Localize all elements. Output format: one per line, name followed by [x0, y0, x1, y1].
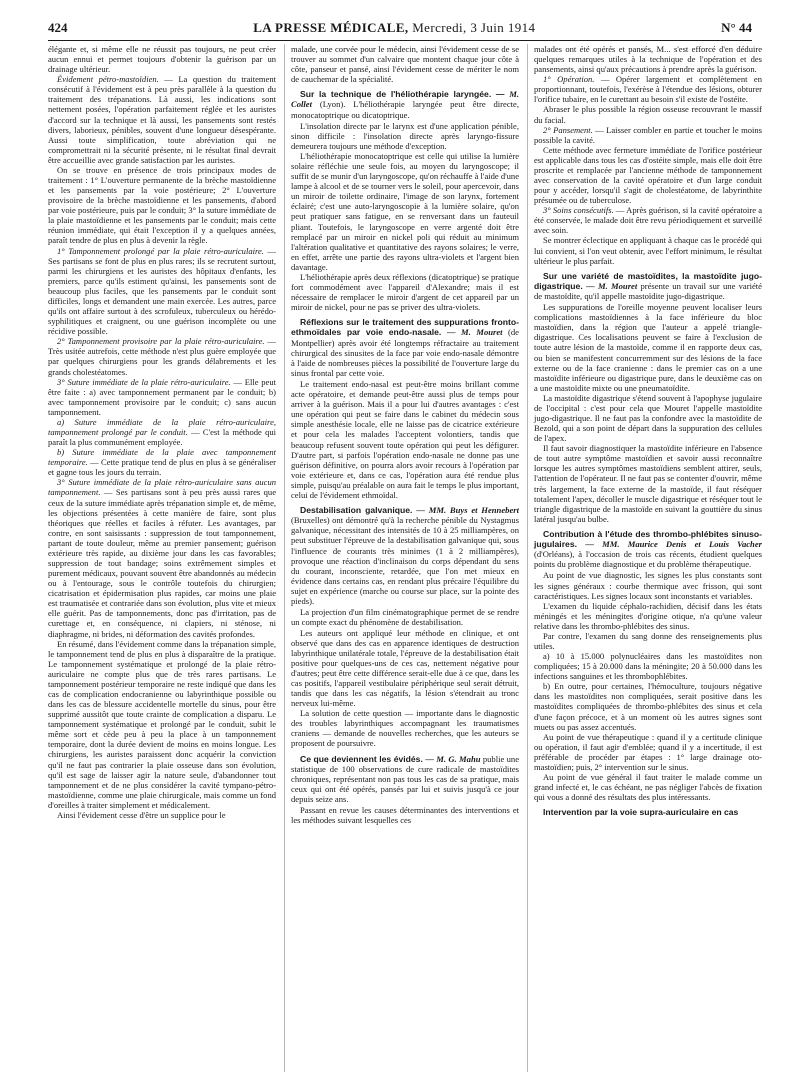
paragraph: [48, 246, 276, 337]
paragraph-body: — Après guérison, si la cavité opératoire a été conservée, le malade doit être revu périodiquement et surveillé avec soin.: [534, 205, 762, 236]
paragraph-body: — Ses partisans se font de plus en plus rares; ils se recrutent surtout, parmi les chirurgiens et les auristes des hôpitaux d'enfants, les premiers, parce qu'ils estiment qu'ainsi, les pansements sont de beaucoup plus faciles, que les pansements par le conduit sont difficiles, longs et demandent une main exercée. Les autres, parce qu'ils ont affaire surtout à des scrofuleux, tuberculeux ou hérédo-syphilitiques et craignent, ou une guérison incomplète ou une récidive possible.: [48, 245, 276, 337]
article-columns: [48, 44, 762, 1072]
paragraph: En résumé, dans l'évidement comme dans la trépanation simple, le tamponnement tend de plus en plus à disparaître de la pratique. Le tamponnement systématique et prolongé de la plaie rétro-auriculaire ne compte plus que de très rares partisans. Le tamponnement postérieur temporaire ne reste indiqué que dans les cas de complication endocranienne ou labyrinthique possible ou dans les cas de blessure accidentelle mortelle du sinus, pour être supprimé aussitôt que toute crainte de complication a disparu. Le tamponnement systématique et prolongé par le conduit, subit le même sort et cède peu à peu la place à un tamponnement temporaire, dont la durée devient de moins en moins longue. Les chirurgiens, les auristes paraissent donc acquérir la conviction qu'il ne faut pas contrarier la plaie osseuse dans son évolution, qu'il est sage de laisser agir la nature seule, d'abandonner tout tamponnement et de ne plus considérer la cavité tympano-pétro-mastoïdienne, comme une plaie chirurgicale, mais comme un fond d'oreilles à traiter simplement et médicalement.: [48, 638, 276, 810]
section-heading: [534, 271, 762, 301]
section-heading: [291, 317, 519, 378]
journal-title: LA PRESSE MÉDICALE,: [253, 20, 409, 35]
section-author: — M. G. Mahu: [425, 753, 481, 764]
issue-date: Mercredi, 3 Juin 1914: [412, 20, 536, 35]
paragraph: Au point de vue diagnostic, les signes les plus constants sont les signes généraux : courbe thermique avec frisson, qui sont caractéristiques. Les signes locaux sont inconstants et variables.: [534, 570, 762, 601]
paragraph-body: — Elle peut être faite : a) avec tamponnement permanent par le conduit; b) avec tamponnement provisoire par le conduit; c) sans aucun tamponnement.: [48, 376, 276, 417]
paragraph: [48, 74, 276, 165]
paragraph: Ainsi l'évidement cesse d'être un supplice pour le: [57, 809, 226, 820]
paragraph-title: 2° Tamponnement provisoire par la plaie rétro-auriculaire.: [57, 336, 265, 347]
paragraph: Au point de vue thérapeutique : quand il y a certitude clinique ou opération, il faut agir d'emblée; quand il y a incertitude, il est préférable de procéder par étapes : 1° large drainage oto-mastoïdien; puis, 2° intervention sur le sinus.: [534, 731, 762, 772]
paragraph: Passant en revue les causes déterminantes des interventions et les méthodes suivant lesquelles ces: [291, 805, 519, 826]
page-header: [48, 10, 752, 41]
section-heading: Intervention par la voie supra-auriculaire en cas: [543, 807, 739, 818]
paragraph-title: a) Suture immédiate de la plaie rétro-auriculaire, tamponnement prolongé par le conduit.: [48, 416, 276, 437]
paragraph-body: — C'est la méthode qui paraît la plus communément employée.: [48, 426, 276, 448]
column-3: [527, 44, 762, 1072]
paragraph: malade, une corvée pour le médecin, ainsi l'évidement cesse de se trouver au sommet d'un calvaire que montent chaque jour côte à côte, panseur et pansé, ainsi l'évidement cesse de mériter le nom de cauchemar de la spécialité.: [291, 44, 519, 85]
section-title: Sur une variété de mastoïdites, la mastoïdite jugo-digastrique.: [534, 270, 762, 291]
section-lead: (Lyon). L'héliothérapie laryngée peut être directe, monocatoptrique ou dicatoptrique.: [291, 99, 519, 120]
paragraph-title: b) Suture immédiate de la plaie avec tamponnement temporaire.: [48, 447, 276, 468]
section-lead: publie une statistique de 100 observations de cure radicale de mastoïdites chroniques, représentant non pas tous les cas de sa pratique, mais ceux qui ont été opérés, pansés par lui et suivis jusqu'à ce jour depuis seize ans.: [291, 753, 519, 805]
section-heading: [291, 754, 519, 805]
paragraph: Au point de vue général il faut traiter le malade comme un grand infecté et, le cas échéant, ne pas négliger l'abcès de fixation qui vous a donné des résultats des plus intéressants.: [534, 771, 762, 803]
paragraph: [534, 74, 762, 104]
paragraph-body: — Opérer largement et complètement en proportionnant, toutefois, l'exérèse à l'étendue des lésions, obturer l'orifice tubaire, en le curettant au besoin s'il existe de l'ostéite.: [534, 74, 762, 105]
paragraph-title: 3° Soins consécutifs.: [543, 205, 614, 216]
paragraph-body: — Cette pratique tend de plus en plus à se généraliser et gagne tous les jours du terrain.: [48, 457, 276, 478]
section-author: — MM. Maurice Denis et Louis Vacher: [585, 539, 762, 549]
paragraph: La solution de cette question — importante dans le diagnostic des troubles labyrinthiques accompagnant les traumatismes craniens — demande de nouvelles recherches, que les auteurs se proposent de poursuivre.: [291, 708, 519, 749]
section-title: Réflexions sur le traitement des suppurations fronto-ethmoïdales par voie endo-nasale.: [291, 317, 519, 338]
section-author: — M. Mouret: [586, 280, 638, 291]
paragraph: L'héliothérapie après deux réflexions (dicatoptrique) se pratique fort commodément avec l'appareil d'Alexandre; mais il est nécessaire de remplacer le miroir d'argent de cet appareil par un miroir de nickel, pour ne pas se priver des ultra-violets.: [291, 271, 519, 313]
column-2: [284, 44, 519, 1072]
paragraph: [534, 125, 762, 145]
section-lead: (Bruxelles) ont démontré qu'à la recherche pénible du Nystagmus galvanique, nécessitant des intensités de 10 à 25 milliampères, on peut substituer l'épreuve de la destabilisation galvanique qui, sous l'influence de courants très minimes (1 à 2 milliampères), provoque une réaction d'inclinaison du corps dépendant du sens du courant, inconsciente, retardée, que l'on met mieux en évidence dans certains cas, en rendant plus précaire l'équilibre du sujet en expérience (marche ou course sur place, sur la pointe des pieds).: [291, 515, 519, 607]
section-author: M. Collet: [291, 89, 519, 110]
paragraph-title: 3° Suture immédiate de la plaie rétro-auriculaire sans aucun tamponnement.: [48, 477, 276, 498]
paragraph-title: 1° Tamponnement prolongé par la plaie rétro-auriculaire.: [57, 245, 264, 256]
paragraph: Il faut savoir diagnostiquer la mastoïdite inférieure en l'absence de tout autre symptôme mastoïdien et savoir aussi reconnaître lorsque les autres symptômes mastoïdiens semblent attirer, seuls, l'attention de l'opérateur. Il ne faut pas se contenter d'ouvrir, même très largement, la face externe de la mastoïde, il faut réséquer totalement l'apex, décoller le muscle digastrique et réséquer tout le triangle digastrique de la mastoïde en suivant la gouttière du sinus latéral jusqu'au bulbe.: [534, 443, 762, 524]
section-title: Contribution à l'étude des thrombo-phlébites sinuso-jugulaires.: [534, 528, 762, 549]
section-lead: (d'Orléans), à l'occasion de trois cas récents, étudient quelques points du problème diagnostique et du problème thérapeutique.: [534, 549, 762, 570]
paragraph: On se trouve en présence de trois principaux modes de traitement : 1° L'ouverture permanente de la brèche mastoïdienne et les pansements par la voie postérieure; 2° L'ouverture provisoire de la brèche mastoïdienne et les pansements, d'abord par voie postérieure, puis par le conduit; 3° la suture immédiate de la plaie mastoïdienne et les pansements par le conduit; mais cette réunion immédiate, qui était l'exception il y a quelques années, paraît tendre de plus en plus à devenir la règle.: [48, 164, 276, 246]
paragraph: Cette méthode avec fermeture immédiate de l'orifice postérieur est applicable dans tous les cas d'ostéite simple, mais elle doit être proscrite et remplacée par l'ancienne méthode de tamponnement avec conservation de la cavité opératoire et d'un large conduit pour y accéder, lorsqu'il s'agit de cholestéatome, de labyrinthite présumée ou de tuberculose.: [534, 144, 762, 206]
paragraph-title: 1° Opération.: [543, 74, 595, 85]
section-heading: Sur la technique de l'héliothérapie laryngée. — M. Collet (Lyon). L'héliothérapie laryngée peut être directe, monocatoptrique ou dicatoptrique.: [291, 89, 519, 120]
paragraph: [534, 205, 762, 235]
paragraph: Abraser le plus possible la région osseuse recouvrant le massif du facial.: [534, 104, 762, 125]
section-heading: [534, 529, 762, 570]
paragraph: La projection d'un film cinématographique permet de se rendre un compte exact du phénomène de destabilisation.: [291, 607, 519, 628]
paragraph-title: 3° Suture immédiate de la plaie rétro-auriculaire.: [57, 376, 231, 387]
paragraph-body: — Ses partisans sont à peu près aussi rares que ceux de la suture immédiate après trépanation simple et, de même, les objections présentées à cette manière de faire, sont plus théoriques que réelles et faciles à réfuter. Les avantages, par contre, en sont saisissants : suppression de tout tamponnement, partant de toute douleur, même au premier pansement; guérison extérieure très rapide, au dixième jour dans les cas favorables; suppression de tout bandage; soins extrêmement simples et purement médicaux, pouvant souvent être abandonnés au médecin ou à l'entourage, sous le contrôle toutefois du chirurgien; cicatrisation et épidermisation plus rapides, car moins une plaie est traumatisée et contrariée dans son évolution, plus vite et mieux elle guérit. Pas de tamponnements, donc pas d'irritation, pas de curettage et, en conséquence, ni clapiers, ni sténose, ni diaphragme, ni brides, ni déformation des cavités profondes.: [48, 487, 276, 639]
paragraph: [48, 377, 276, 417]
paragraph-body: — Très usitée autrefois, cette méthode n'est plus guère employée que par quelques chirurgiens pour les grands délabrements et les grands cholestéatomes.: [48, 336, 276, 377]
section-author: — M. Mouret: [447, 327, 503, 338]
paragraph: Par contre, l'examen du sang donne des renseignements plus utiles.: [534, 630, 762, 651]
section-lead: (de Montpellier) après avoir été longtemps réfractaire au traitement chirurgical des sinusites de la face par voie endo-nasale démontre à l'aide de nombreuses pièces la possibilité de l'ouverture large du sinus frontal par cette voie.: [291, 327, 519, 378]
column-1: [48, 44, 276, 1072]
section-title: Destabilisation galvanique.: [300, 505, 413, 515]
paragraph: L'insolation directe par le larynx est d'une application pénible, sinon difficile : l'insolation directe après laryngo-fissure demeurera toujours une méthode d'exception.: [291, 120, 519, 151]
page-number: 424: [48, 20, 68, 35]
paragraph: malades ont été opérés et pansés, M... s'est efforcé d'en déduire quelques remarques utiles à la technique de l'opération et des pansements, ainsi qu'aux précautions à prendre après la guérison.: [534, 44, 762, 75]
paragraph-body: — La question du traitement consécutif à l'évidement est à peu près parallèle à la question du traitement des trépanations. Là aussi, les indications sont nettement posées, l'opération parfaitement réglée et les auristes d'accord sur la technique et là aussi, les pansements sont restés divers, laborieux, pénibles, souvent d'une longueur désespérante. Aussi toute simplification, toute abréviation qui ne compromettrait ni la sécurité présente, ni le résultat final devrait être accueillie avec grande satisfaction par les auristes.: [48, 74, 276, 165]
paragraph: Le traitement endo-nasal est peut-être moins brillant comme acte opératoire, et demande peut-être aussi plus de temps pour arriver à la guérison. Mais il a pour lui d'autres avantages : c'est une opération qui peut se faire dans le cabinet du médecin sous simple anesthésie locale, elle ne laisse pas de cicatrice extérieure et pour cela les malades l'acceptent volontiers, tandis que beaucoup refusent souvent toute opération qui peut les défigurer. D'autre part, si parfois l'opération endo-nasale ne donne pas une guérison définitive, on pourra alors avoir recours à l'opération par voie extérieure et, dans ce cas, l'opération aura été rendue plus simple, puisqu'au préalable on aura fait le temps le plus important, celui de l'évidement ethmoïdal.: [291, 379, 519, 500]
section-lead: présente un travail sur une variété de mastoïdite, qu'il appelle mastoïdite jugo-digastrique.: [534, 280, 762, 301]
paragraph: b) En outre, pour certaines, l'hémoculture, toujours négative dans les mastoïdites non compliquées, serait positive dans les mastoïdites compliquées de thrombo-phlébites des sinus et cela d'une façon précoce, et à un moment où les autres signes sont muets ou pas assez accentués.: [534, 681, 762, 732]
paragraph-title: Évidement pétro-mastoïdien.: [57, 74, 159, 85]
paragraph: La mastoïdite digastrique s'étend souvent à l'apophyse jugulaire de l'occipital : c'est pour cela que Mouret l'appelle mastoïdite jugo-digastrique. Il ne faut pas la confondre avec la mastoïdite de Bezold, qui a son point de départ dans la suppuration des cellules de l'apex.: [534, 392, 762, 444]
paragraph: [48, 417, 276, 447]
section-title: Sur la technique de l'héliothérapie laryngée.: [300, 89, 492, 100]
paragraph: Les auteurs ont appliqué leur méthode en clinique, et ont observé que dans des cas en apparence identiques de destruction labyrinthique unilatérale totale, l'épreuve de la destabilisation était positive pour quelques-uns de ces cas, nettement négative pour d'autres; peut être cette différence serait-elle due à ce que, dans les cas positifs, l'appareil vestibulaire périphérique seul serait détruit, tandis que dans les cas négatifs, la lésion s'étendrait au tronc nerveux lui-même.: [291, 627, 519, 709]
running-title: [253, 20, 535, 36]
paragraph: élégante et, si même elle ne réussit pas toujours, ne peut créer aucun ennui et permet toujours d'obtenir la guérison par un drainage ultérieur.: [48, 44, 276, 75]
section-author: — MM. Buys et Hennebert: [416, 505, 519, 515]
paragraph-title: 2° Pansement.: [543, 124, 593, 135]
paragraph: Les suppurations de l'oreille moyenne peuvent localiser leurs complications mastoïdiennes à la face inférieure du bloc mastoïdien, dans la région que l'auteur a appelé triangle-digastrique. Ces localisations peuvent se faire à l'exclusion de toute autre lésion de la mastoïde, comme il en rapporte deux cas, ou bien se manifestent concurremment sur des lésions de la face externe ou de la face cranienne : dans le premier cas on a une mastoïdite inférieure ou digastrique pure, dans le deuxième cas on a une mastoïdite mixte ou une pneumatoïdite.: [534, 302, 762, 393]
paragraph: [48, 336, 276, 376]
paragraph: [48, 447, 276, 477]
paragraph: [48, 477, 276, 638]
paragraph: Se montrer éclectique en appliquant à chaque cas le procédé qui lui convient, si l'on veut obtenir, avec l'effort minimum, le résultat ultérieur le plus parfait.: [534, 235, 762, 266]
section-title: Ce que deviennent les évidés.: [300, 753, 423, 764]
section-heading: [291, 505, 519, 606]
paragraph: L'examen du liquide céphalo-rachidien, décisif dans les états méningés et les méningites d'origine otique, n'a qu'une valeur relative dans les thrombo-phlébites des sinus.: [534, 600, 762, 631]
paragraph: a) 10 à 15.000 polynucléaires dans les mastoïdites non compliquées; 15 à 20.000 dans la méningite; 20 à 50.000 dans les infections sanguines et les thrombophlébites.: [534, 651, 762, 682]
issue-number: N° 44: [721, 20, 752, 35]
paragraph: L'héliothérapie monocatoptrique est celle qui utilise la lumière solaire réfléchie une seule fois, au moyen du laryngoscope; il suffit de se munir d'un laryngoscope, qu'on réchauffe à l'aide d'une lampe à alcool et de se tourner vers le soleil, pour apercevoir, dans un miroir de toilette ordinaire, l'image de son larynx, fortement éclairé; c'est une auto-laryngoscopie à la lumière solaire, qu'on peut pratiquer sans fatigue, en se renversant dans un fauteuil pliant. Toutefois, le laryngoscope en verre argenté doit être remplacé par un miroir en nickel poli qui réduit au minimum l'altération qualitative et quantitative des rayons solaires; le verre, en effet, arrête une partie des rayons ultra-violets et l'argent bien davantage.: [291, 150, 519, 272]
paragraph-body: — Laisser combler en partie et toucher le moins possible la cavité.: [534, 124, 762, 145]
